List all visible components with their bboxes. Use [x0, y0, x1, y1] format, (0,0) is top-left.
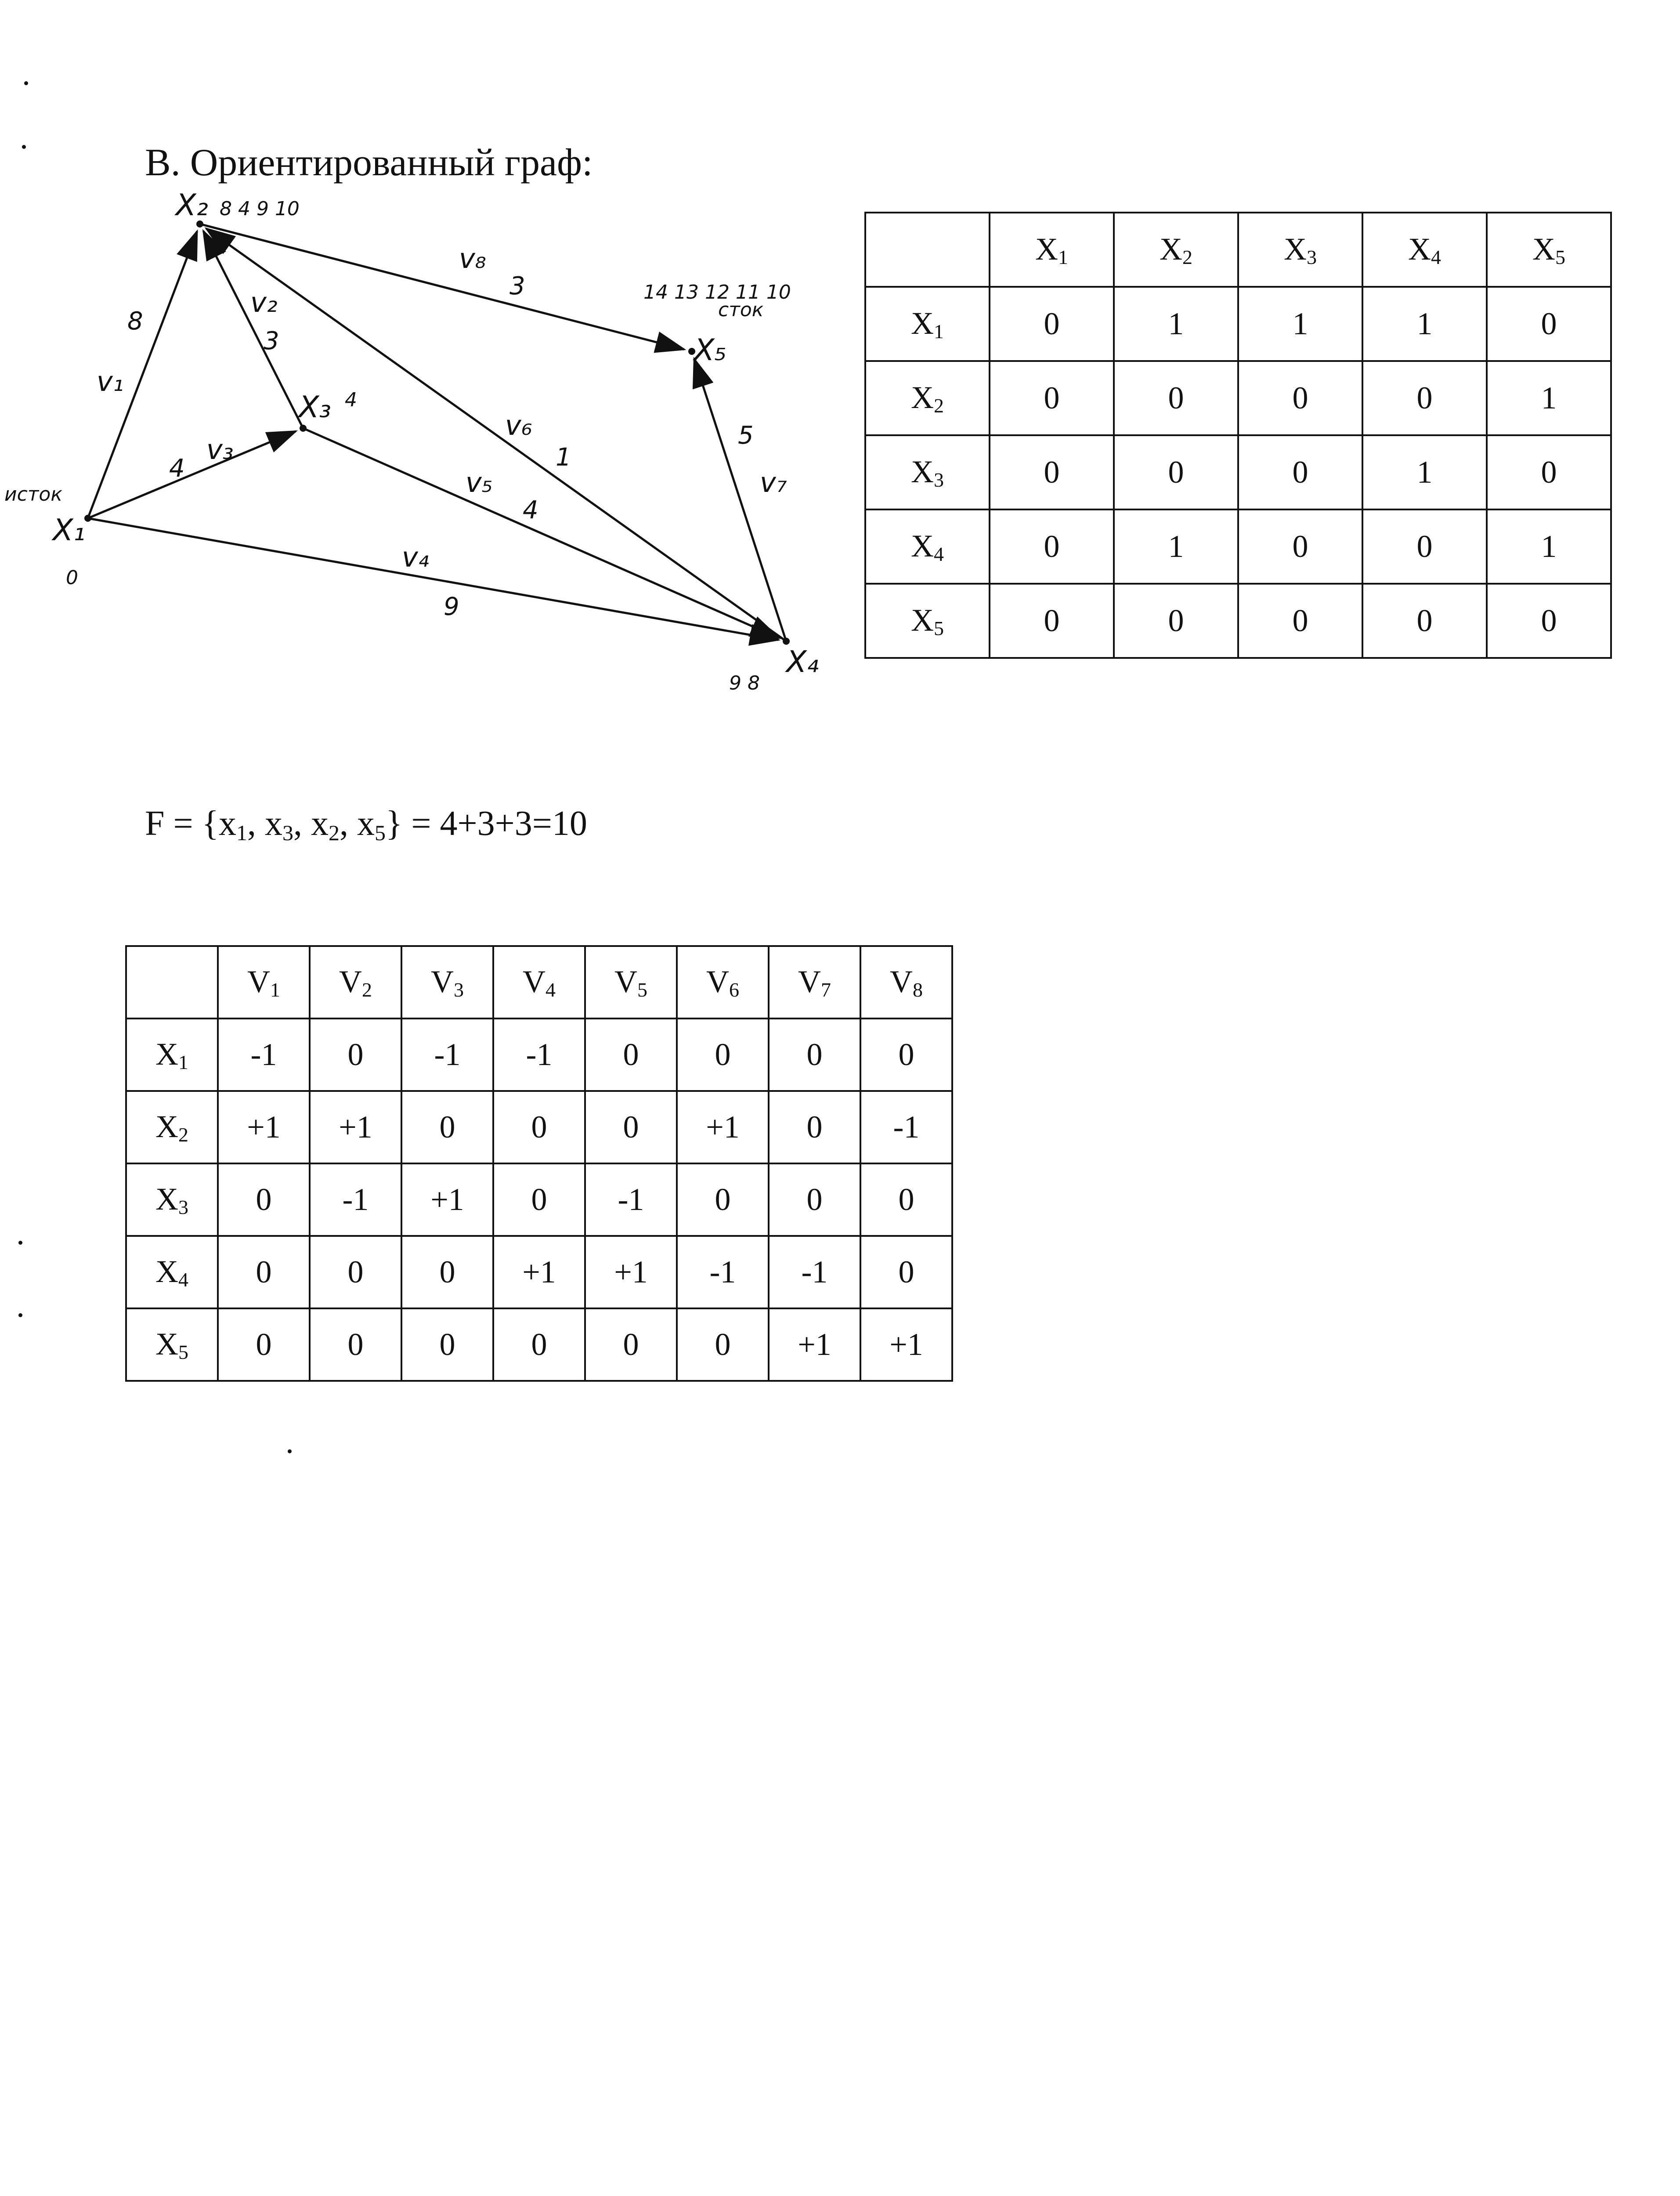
incidence-row-header: $X_3$ [126, 1163, 218, 1236]
incidence-cell: 0 [860, 1019, 952, 1091]
edge-label-v7: v₇ [760, 466, 787, 498]
incidence-cell: 0 [677, 1308, 769, 1381]
edge-weight-v5: 4 [523, 496, 538, 524]
formula-lhs: F = { [145, 804, 219, 843]
directed-graph [0, 184, 835, 729]
vertex-label-x1: X₁ [53, 513, 85, 548]
adjacency-cell: 0 [1238, 509, 1362, 584]
incidence-row-header: $X_4$ [126, 1236, 218, 1308]
incidence-cell: -1 [585, 1163, 677, 1236]
adjacency-row [865, 509, 1611, 584]
incidence-cell: 0 [310, 1236, 401, 1308]
adjacency-row-header: $X_3$ [865, 435, 990, 509]
edge-label-v3: v₃ [206, 433, 234, 466]
edge-label-v1: v₁ [97, 365, 124, 397]
adjacency-column-header: $X_5$ [1487, 213, 1611, 287]
edge-v2 [203, 231, 303, 428]
formula-path-vertex: $x_5$ [357, 804, 386, 845]
edge-label-v4: v₄ [402, 541, 429, 573]
formula-path: $x_1$, $x_3$, $x_2$, $x_5$ [219, 804, 386, 845]
incidence-column-header: $V_4$ [493, 946, 585, 1019]
graph-nodes [4, 188, 819, 694]
adjacency-cell: 0 [1362, 361, 1487, 435]
vertex-label-x4: X₄ [786, 645, 819, 679]
adjacency-cell: 1 [1114, 287, 1238, 361]
edge-label-v2: v₂ [250, 286, 278, 318]
edge-v7 [694, 359, 786, 641]
vertex-x4 [783, 638, 790, 645]
formula-path-vertex: $x_2$ [311, 804, 340, 845]
adjacency-row [865, 584, 1611, 658]
adjacency-cell: 0 [1238, 584, 1362, 658]
adjacency-row-header: $X_2$ [865, 361, 990, 435]
incidence-column-header: $V_2$ [310, 946, 401, 1019]
incidence-column-header: $V_1$ [218, 946, 310, 1019]
incidence-cell: +1 [860, 1308, 952, 1381]
scan-speck [288, 1449, 292, 1453]
adjacency-column-header: $X_2$ [1114, 213, 1238, 287]
edge-v3 [88, 431, 296, 518]
incidence-row [126, 1019, 952, 1091]
adjacency-row-header: $X_4$ [865, 509, 990, 584]
incidence-cell: 0 [585, 1019, 677, 1091]
edge-label-v5: v₅ [466, 466, 493, 498]
adjacency-cell: 1 [1114, 509, 1238, 584]
adjacency-cell: 0 [1487, 287, 1611, 361]
incidence-cell: 0 [493, 1091, 585, 1163]
incidence-cell: +1 [769, 1308, 860, 1381]
incidence-cell: +1 [677, 1091, 769, 1163]
incidence-cell: 0 [860, 1236, 952, 1308]
incidence-cell: 0 [493, 1308, 585, 1381]
incidence-cell: +1 [310, 1091, 401, 1163]
adjacency-cell: 0 [1362, 509, 1487, 584]
adjacency-cell: 1 [1487, 509, 1611, 584]
incidence-row-header: $X_5$ [126, 1308, 218, 1381]
incidence-cell: 0 [860, 1163, 952, 1236]
scan-speck [18, 1241, 22, 1245]
adjacency-cell: 0 [1487, 435, 1611, 509]
edge-weight-v3: 4 [169, 454, 185, 483]
formula-path-vertex: $x_1$ [219, 804, 248, 845]
incidence-row [126, 1091, 952, 1163]
incidence-cell: -1 [769, 1236, 860, 1308]
adjacency-cell: 1 [1487, 361, 1611, 435]
adjacency-cell: 1 [1238, 287, 1362, 361]
adjacency-cell: 0 [1114, 361, 1238, 435]
incidence-corner-cell [126, 946, 218, 1019]
vertex-x1 [84, 515, 91, 522]
incidence-cell: -1 [218, 1019, 310, 1091]
incidence-cell: 0 [769, 1163, 860, 1236]
edge-weight-v6: 1 [556, 443, 571, 472]
scan-speck [18, 1313, 22, 1317]
adjacency-row [865, 287, 1611, 361]
adjacency-cell: 0 [1114, 435, 1238, 509]
incidence-cell: 0 [677, 1019, 769, 1091]
adjacency-row [865, 435, 1611, 509]
vertex-label-x2: X₂ [176, 188, 208, 223]
incidence-column-header: $V_8$ [860, 946, 952, 1019]
incidence-cell: 0 [401, 1308, 493, 1381]
adjacency-cell: 0 [1114, 584, 1238, 658]
formula-rhs: } = 4+3+3=10 [386, 804, 587, 843]
path-formula [145, 804, 587, 845]
incidence-cell: 0 [769, 1019, 860, 1091]
vertex-label-x5: X₅ [694, 333, 726, 368]
adjacency-row-header: $X_5$ [865, 584, 990, 658]
edge-label-v8: v₈ [459, 242, 486, 274]
edge-label-v6: v₆ [505, 409, 532, 441]
formula-path-vertex: $x_3$ [265, 804, 294, 845]
vertex-label-x3: X₃ [299, 390, 331, 425]
adjacency-cell: 0 [990, 435, 1114, 509]
incidence-cell: 0 [585, 1091, 677, 1163]
edge-weight-v2: 3 [264, 327, 279, 355]
edge-weight-v7: 5 [738, 421, 754, 450]
incidence-cell: 0 [585, 1308, 677, 1381]
vertex-marks-x3: 4 [345, 389, 357, 411]
vertex-marks-x5: 14 13 12 11 10 [643, 281, 791, 303]
incidence-cell: 0 [218, 1236, 310, 1308]
vertex-note-x1: исток [4, 483, 62, 506]
scan-speck [22, 145, 26, 149]
adjacency-cell: 0 [1238, 361, 1362, 435]
incidence-row [126, 1163, 952, 1236]
adjacency-row [865, 361, 1611, 435]
incidence-cell: 0 [401, 1091, 493, 1163]
incidence-cell: -1 [677, 1236, 769, 1308]
incidence-column-header: $V_3$ [401, 946, 493, 1019]
incidence-cell: 0 [218, 1308, 310, 1381]
edge-weight-v1: 8 [127, 307, 143, 336]
incidence-column-header: $V_5$ [585, 946, 677, 1019]
vertex-marks-x2: 8 4 9 10 [220, 198, 300, 220]
incidence-cell: -1 [310, 1163, 401, 1236]
incidence-cell: -1 [860, 1091, 952, 1163]
adjacency-cell: 1 [1362, 435, 1487, 509]
adjacency-column-header: $X_1$ [990, 213, 1114, 287]
adjacency-cell: 0 [990, 361, 1114, 435]
adjacency-column-header: $X_4$ [1362, 213, 1487, 287]
incidence-cell: -1 [493, 1019, 585, 1091]
edge-weight-v8: 3 [509, 272, 525, 300]
incidence-cell: +1 [401, 1163, 493, 1236]
edge-v4 [88, 518, 778, 640]
edge-weight-v4: 9 [444, 592, 459, 621]
edge-v5 [303, 428, 779, 638]
adjacency-matrix [864, 212, 1612, 659]
vertex-note-x5: сток [718, 299, 764, 321]
vertex-marks-x4: 9 8 [729, 672, 760, 694]
adjacency-cell: 0 [1362, 584, 1487, 658]
adjacency-corner-cell [865, 213, 990, 287]
incidence-cell: 0 [769, 1091, 860, 1163]
adjacency-cell: 0 [990, 584, 1114, 658]
adjacency-cell: 0 [990, 509, 1114, 584]
adjacency-cell: 1 [1362, 287, 1487, 361]
incidence-cell: 0 [493, 1163, 585, 1236]
incidence-row [126, 1308, 952, 1381]
incidence-cell: +1 [585, 1236, 677, 1308]
page-title: В. Ориентированный граф: [145, 141, 593, 184]
incidence-cell: 0 [310, 1019, 401, 1091]
incidence-matrix [125, 945, 953, 1382]
vertex-x3 [300, 425, 307, 432]
incidence-cell: 0 [401, 1236, 493, 1308]
incidence-row [126, 1236, 952, 1308]
adjacency-header-row [865, 213, 1611, 287]
adjacency-cell: 0 [990, 287, 1114, 361]
incidence-cell: +1 [218, 1091, 310, 1163]
incidence-column-header: $V_7$ [769, 946, 860, 1019]
incidence-header-row [126, 946, 952, 1019]
incidence-cell: +1 [493, 1236, 585, 1308]
incidence-cell: 0 [677, 1163, 769, 1236]
adjacency-cell: 0 [1487, 584, 1611, 658]
scan-speck [24, 81, 28, 85]
vertex-marks-x1: 0 [66, 567, 78, 589]
incidence-cell: -1 [401, 1019, 493, 1091]
incidence-column-header: $V_6$ [677, 946, 769, 1019]
incidence-cell: 0 [310, 1308, 401, 1381]
incidence-row-header: $X_2$ [126, 1091, 218, 1163]
adjacency-row-header: $X_1$ [865, 287, 990, 361]
adjacency-column-header: $X_3$ [1238, 213, 1362, 287]
adjacency-cell: 0 [1238, 435, 1362, 509]
incidence-row-header: $X_1$ [126, 1019, 218, 1091]
incidence-cell: 0 [218, 1163, 310, 1236]
